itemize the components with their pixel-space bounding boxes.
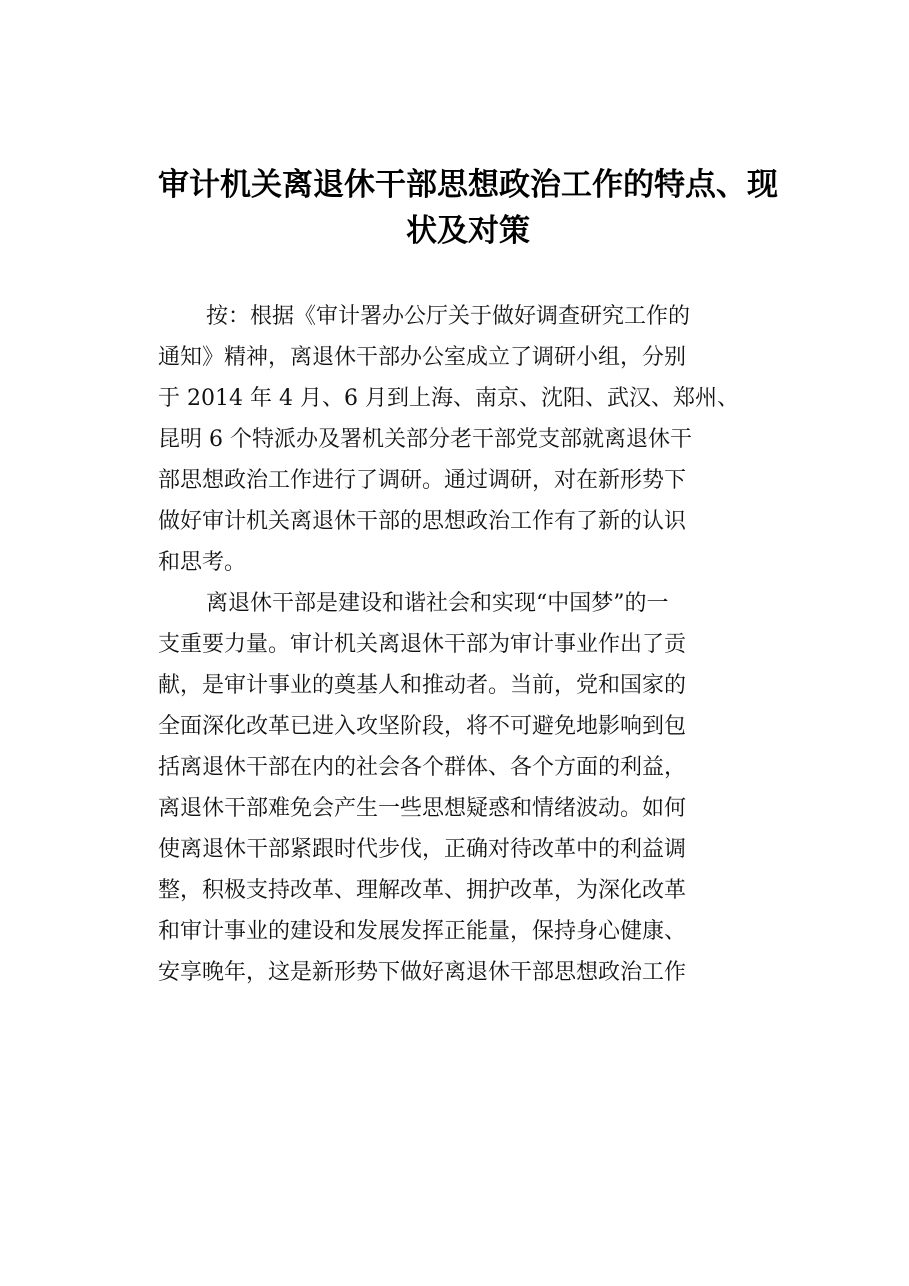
paragraph-1 [158, 296, 778, 583]
paragraph-line: 和审计事业的建设和发展发挥正能量，保持身心健康、 [158, 919, 687, 944]
paragraph-line: 和思考。 [158, 550, 247, 575]
paragraph-line: 做好审计机关离退休干部的思想政治工作有了新的认识 [158, 509, 687, 534]
paragraph-line: 全面深化改革已进入攻坚阶段，将不可避免地影响到包 [158, 714, 687, 739]
paragraph-line: 使离退休干部紧跟时代步伐，正确对待改革中的利益调 [158, 837, 687, 862]
paragraph-line: 括离退休干部在内的社会各个群体、各个方面的利益， [158, 755, 687, 780]
title-line-2: 状及对策 [406, 213, 530, 249]
paragraph-line: 通知》精神，离退休干部办公室成立了调研小组，分别 [158, 345, 687, 370]
paragraph-line: 整，积极支持改革、理解改革、拥护改革，为深化改革 [158, 878, 687, 903]
paragraph-line: 按：根据《审计署办公厅关于做好调查研究工作的 [206, 304, 691, 329]
title-line-1: 审计机关离退休干部思想政治工作的特点、现 [158, 167, 778, 203]
paragraph-line: 安享晚年，这是新形势下做好离退休干部思想政治工作 [158, 960, 687, 985]
paragraph-line: 于 2014 年 4 月、6 月到上海、南京、沈阳、武汉、郑州、 [158, 386, 739, 411]
paragraph-line: 部思想政治工作进行了调研。通过调研，对在新形势下 [158, 468, 687, 493]
paragraph-line: 离退休干部难免会产生一些思想疑惑和情绪波动。如何 [158, 796, 687, 821]
paragraph-line: 支重要力量。审计机关离退休干部为审计事业作出了贡 [158, 632, 687, 657]
paragraph-line: 离退休干部是建设和谐社会和实现“中国梦”的一 [206, 591, 669, 616]
document-title [128, 162, 808, 254]
paragraph-line: 昆明 6 个特派办及署机关部分老干部党支部就离退休干 [158, 427, 692, 452]
paragraph-2 [158, 583, 778, 993]
document-body [158, 296, 778, 993]
paragraph-line: 献，是审计事业的奠基人和推动者。当前，党和国家的 [158, 673, 687, 698]
